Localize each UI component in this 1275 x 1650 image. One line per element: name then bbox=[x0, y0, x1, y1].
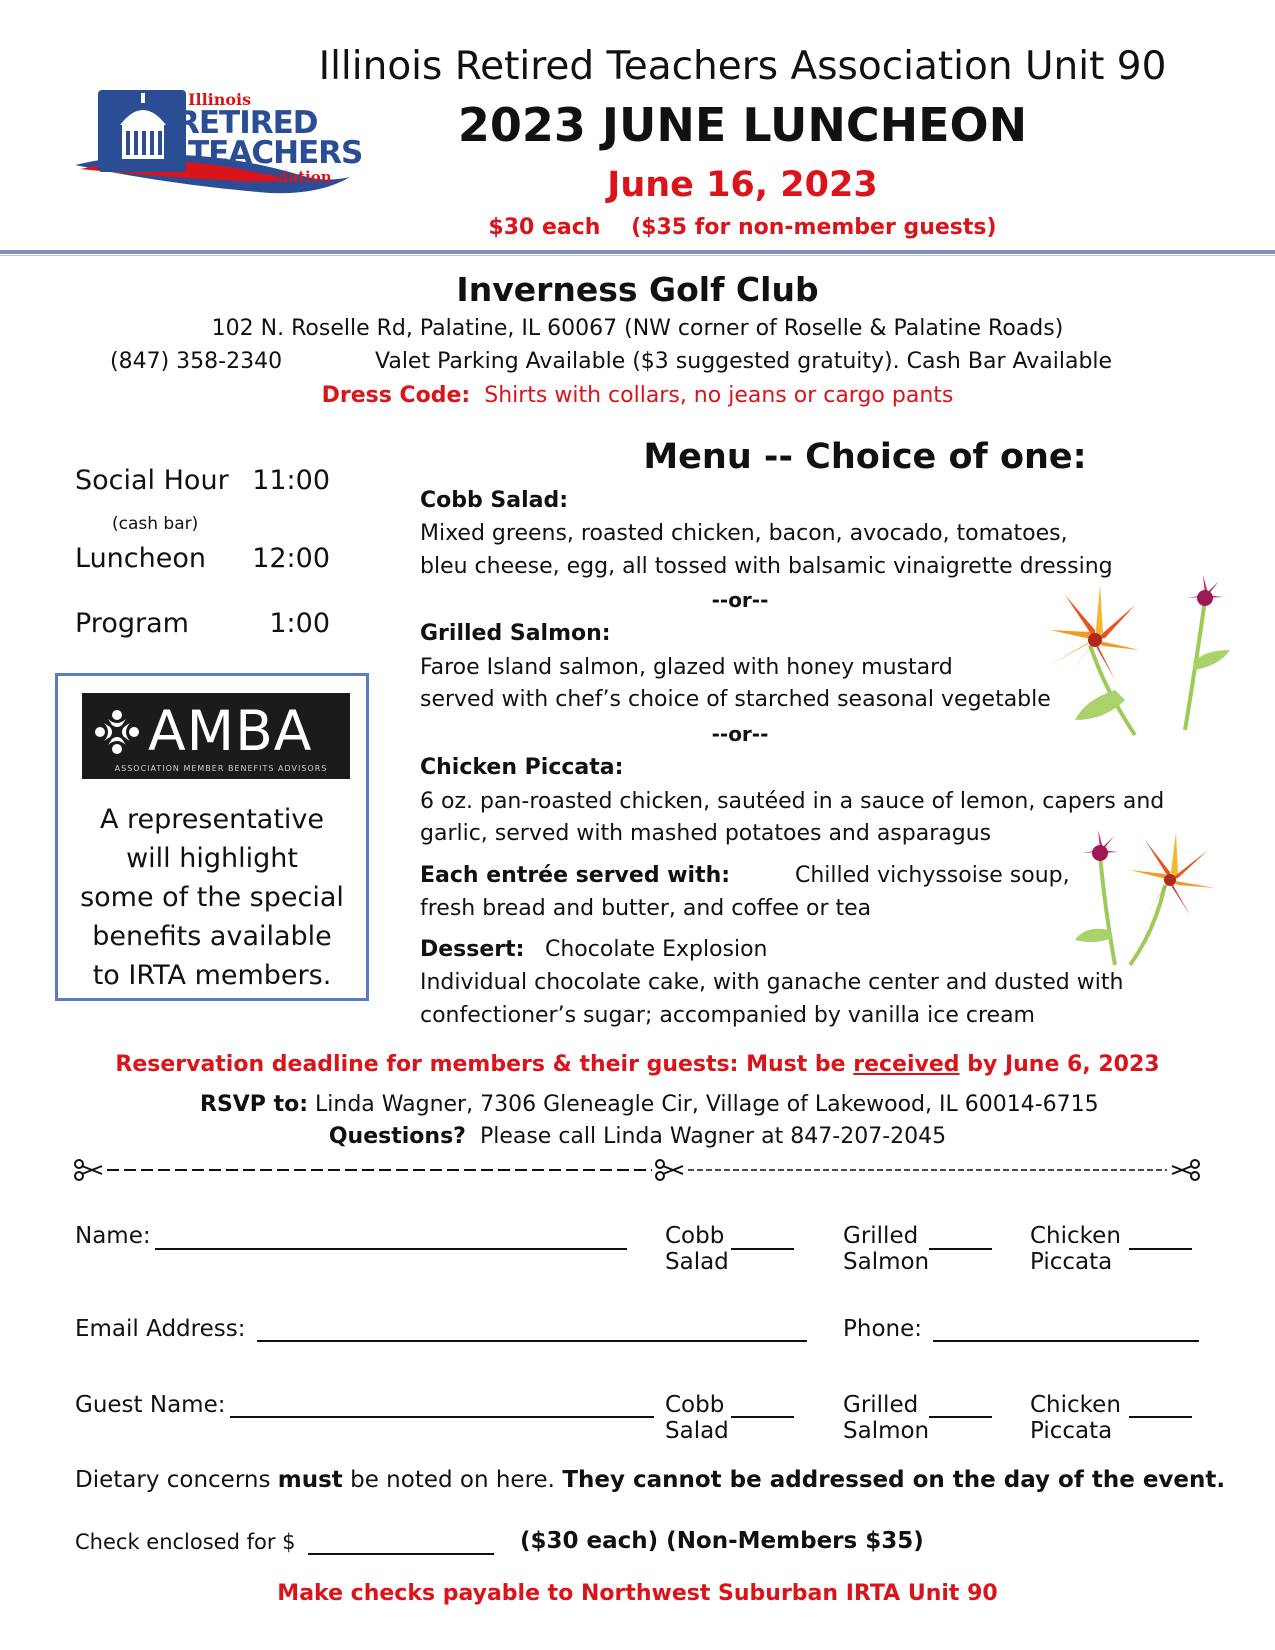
piccata-choice-2-line1: Chicken bbox=[1030, 1392, 1121, 1418]
dietary-part-3: be noted on here. bbox=[342, 1467, 563, 1493]
dress-code bbox=[0, 383, 1275, 408]
salmon-choice-1-label bbox=[843, 1223, 929, 1275]
rsvp-text: Linda Wagner, 7306 Gleneagle Cir, Village of Lakewood, IL 60014-6715 bbox=[315, 1092, 1099, 1117]
dietary-note bbox=[75, 1467, 1225, 1493]
salmon-choice-1-field[interactable] bbox=[929, 1248, 992, 1250]
logo-retired: RETIRED bbox=[176, 105, 318, 141]
cobb-salad-line-1: Mixed greens, roasted chicken, bacon, avocado, tomatoes, bbox=[420, 521, 1068, 546]
cobb-salad-line-2: bleu cheese, egg, all tossed with balsamic vinaigrette dressing bbox=[420, 554, 1113, 579]
piccata-choice-1-line1: Chicken bbox=[1030, 1223, 1121, 1249]
cobb-choice-2-line1: Cobb bbox=[665, 1392, 725, 1418]
piccata-choice-2-label bbox=[1030, 1392, 1121, 1444]
or-separator-1: --or-- bbox=[711, 588, 769, 612]
email-label: Email Address: bbox=[75, 1316, 246, 1342]
piccata-choice-1-field[interactable] bbox=[1129, 1248, 1192, 1250]
salmon-choice-2-line1: Grilled bbox=[843, 1392, 919, 1418]
dessert-name: Chocolate Explosion bbox=[545, 937, 768, 962]
grilled-salmon-line-1: Faroe Island salmon, glazed with honey mustard bbox=[420, 655, 953, 680]
venue-address: 102 N. Roselle Rd, Palatine, IL 60067 (NW corner of Roselle & Palatine Roads) bbox=[211, 316, 1064, 341]
luncheon-label: Luncheon bbox=[75, 543, 206, 574]
cobb-choice-2-field[interactable] bbox=[731, 1416, 794, 1418]
logo-illinois: Illinois bbox=[188, 90, 252, 109]
scissors-icon bbox=[75, 1160, 102, 1180]
flower-illustration-bottom bbox=[1060, 820, 1230, 970]
rsvp-line bbox=[200, 1092, 1099, 1117]
venue-name: Inverness Golf Club bbox=[456, 270, 819, 309]
logo-association: Association bbox=[235, 168, 332, 186]
phone-label: Phone: bbox=[843, 1316, 922, 1342]
check-amount-field[interactable] bbox=[308, 1553, 494, 1555]
amba-logo-word: AMBA bbox=[148, 699, 313, 763]
event-title: 2023 JUNE LUNCHEON bbox=[457, 98, 1028, 152]
questions-label: Questions? bbox=[328, 1124, 466, 1149]
dietary-part-4: They cannot be addressed on the day of the event. bbox=[562, 1467, 1226, 1493]
salmon-choice-2-label bbox=[843, 1392, 929, 1444]
email-field[interactable] bbox=[257, 1340, 807, 1342]
piccata-choice-1-line2: Piccata bbox=[1030, 1249, 1113, 1275]
deadline-received: received bbox=[853, 1052, 960, 1077]
amba-description bbox=[70, 800, 354, 995]
check-note: ($30 each) (Non-Members $35) bbox=[520, 1528, 924, 1554]
salmon-choice-1-line2: Salmon bbox=[843, 1249, 930, 1275]
phone-field[interactable] bbox=[933, 1340, 1199, 1342]
entree-line-2: fresh bread and butter, and coffee or tea bbox=[420, 896, 872, 921]
amba-people-icon bbox=[92, 707, 142, 757]
program-label: Program bbox=[75, 608, 189, 639]
amba-line-3: some of the special bbox=[80, 882, 344, 913]
event-date: June 16, 2023 bbox=[607, 165, 878, 205]
price-guest: ($35 for non-member guests) bbox=[631, 215, 997, 240]
deadline-part-2: by June 6, 2023 bbox=[959, 1052, 1160, 1077]
grilled-salmon-line-2: served with chef’s choice of starched seasonal vegetable bbox=[420, 687, 1051, 712]
cobb-choice-1-line2: Salad bbox=[665, 1249, 729, 1275]
dress-code-text: Shirts with collars, no jeans or cargo pants bbox=[484, 383, 954, 408]
dietary-part-2: must bbox=[277, 1467, 343, 1493]
program-time: 1:00 bbox=[269, 608, 330, 639]
name-field[interactable] bbox=[155, 1248, 627, 1250]
salmon-choice-2-field[interactable] bbox=[929, 1416, 992, 1418]
questions-text: Please call Linda Wagner at 847-207-2045 bbox=[479, 1124, 947, 1149]
rsvp-label: RSVP to: bbox=[200, 1092, 309, 1117]
piccata-choice-2-line2: Piccata bbox=[1030, 1418, 1113, 1444]
amba-line-2: will highlight bbox=[126, 843, 298, 874]
salmon-choice-2-line2: Salmon bbox=[843, 1418, 930, 1444]
venue-phone: (847) 358-2340 bbox=[110, 349, 283, 374]
logo-teachers: TEACHERS bbox=[188, 135, 363, 171]
name-label: Name: bbox=[75, 1223, 151, 1249]
grilled-salmon-heading: Grilled Salmon: bbox=[420, 621, 611, 646]
or-separator-2: --or-- bbox=[711, 722, 769, 746]
amba-line-5: to IRTA members. bbox=[92, 960, 332, 991]
check-label: Check enclosed for $ bbox=[75, 1530, 296, 1554]
luncheon-time: 12:00 bbox=[252, 543, 330, 574]
reservation-deadline bbox=[0, 1052, 1275, 1077]
amba-logo bbox=[82, 693, 350, 779]
piccata-choice-1-label bbox=[1030, 1223, 1121, 1275]
entree-line-1: Chilled vichyssoise soup, bbox=[795, 863, 1070, 888]
social-hour-time: 11:00 bbox=[252, 465, 330, 496]
dietary-part-1: Dietary concerns bbox=[75, 1467, 278, 1493]
guest-name-field[interactable] bbox=[230, 1416, 654, 1418]
flower-illustration-top bbox=[1035, 560, 1235, 740]
questions-line bbox=[0, 1124, 1275, 1149]
cobb-choice-1-field[interactable] bbox=[731, 1248, 794, 1250]
header-divider bbox=[0, 250, 1275, 254]
price-line bbox=[280, 215, 1205, 240]
entree-heading: Each entrée served with: bbox=[420, 863, 731, 888]
header-divider-shadow bbox=[0, 255, 1275, 256]
cobb-salad-heading: Cobb Salad: bbox=[420, 488, 569, 513]
piccata-choice-2-field[interactable] bbox=[1129, 1416, 1192, 1418]
dessert-line-1: Individual chocolate cake, with ganache center and dusted with bbox=[420, 970, 1124, 995]
org-title: Illinois Retired Teachers Association Unit 90 bbox=[318, 44, 1167, 89]
scissors-icon-middle bbox=[656, 1160, 683, 1180]
venue-parking: Valet Parking Available ($3 suggested gratuity). Cash Bar Available bbox=[375, 349, 1113, 374]
dessert-heading: Dessert: bbox=[420, 937, 525, 962]
dessert-line-2: confectioner’s sugar; accompanied by vanilla ice cream bbox=[420, 1003, 1035, 1028]
deadline-part-1: Reservation deadline for members & their guests: Must be bbox=[115, 1052, 854, 1077]
cobb-choice-2-line2: Salad bbox=[665, 1418, 729, 1444]
chicken-piccata-line-2: garlic, served with mashed potatoes and asparagus bbox=[420, 821, 992, 846]
amba-line-4: benefits available bbox=[92, 921, 332, 952]
price-member: $30 each bbox=[488, 215, 601, 240]
scissors-icon-right bbox=[1172, 1160, 1199, 1180]
cash-bar-note: (cash bar) bbox=[112, 514, 199, 534]
menu-title: Menu -- Choice of one: bbox=[643, 437, 1087, 477]
amba-line-1: A representative bbox=[99, 804, 325, 835]
salmon-choice-1-line1: Grilled bbox=[843, 1223, 919, 1249]
guest-name-label: Guest Name: bbox=[75, 1392, 226, 1418]
payable-note: Make checks payable to Northwest Suburban IRTA Unit 90 bbox=[277, 1581, 998, 1606]
social-hour-label: Social Hour bbox=[75, 465, 229, 496]
dress-code-label: Dress Code: bbox=[321, 383, 471, 408]
cobb-choice-1-label bbox=[665, 1223, 729, 1275]
amba-logo-sub: ASSOCIATION MEMBER BENEFITS ADVISORS bbox=[114, 764, 328, 773]
cobb-choice-2-label bbox=[665, 1392, 729, 1444]
cut-line bbox=[72, 1157, 1202, 1183]
chicken-piccata-line-1: 6 oz. pan-roasted chicken, sautéed in a sauce of lemon, capers and bbox=[420, 789, 1165, 814]
cobb-choice-1-line1: Cobb bbox=[665, 1223, 725, 1249]
chicken-piccata-heading: Chicken Piccata: bbox=[420, 755, 624, 780]
